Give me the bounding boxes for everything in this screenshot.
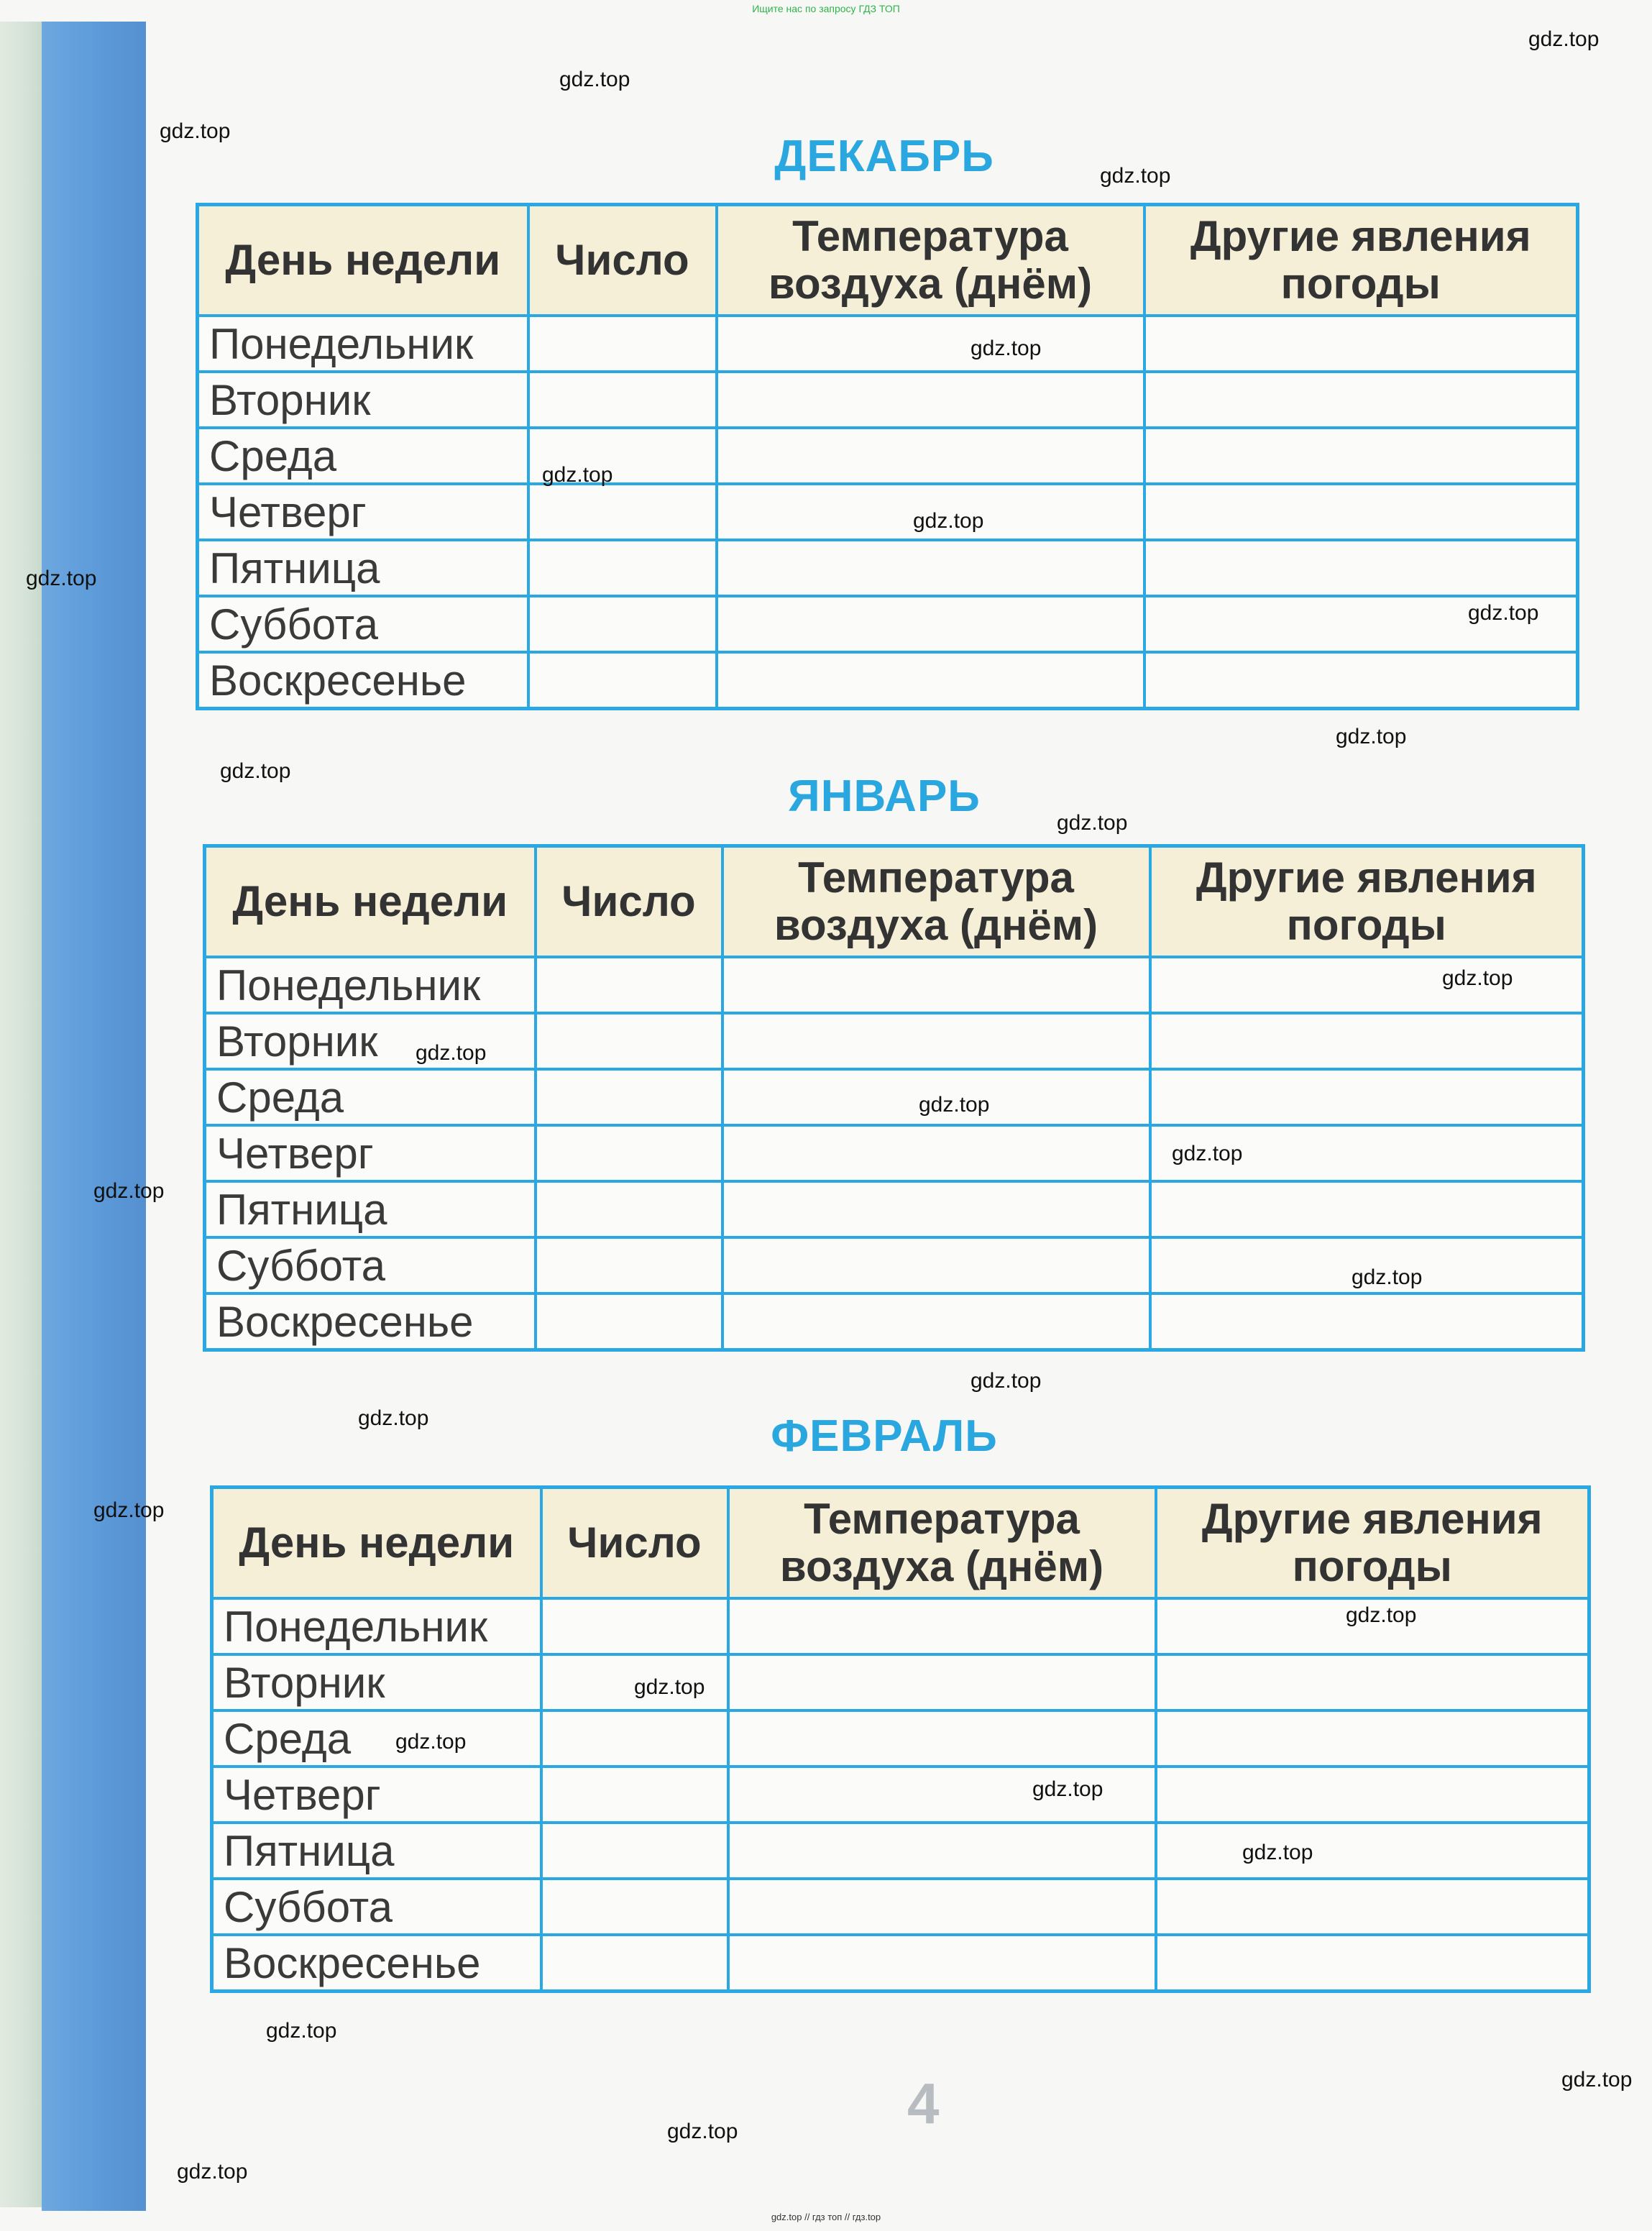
day-label: Суббота [212,1879,541,1935]
day-label: Четверг [212,1767,541,1823]
day-label: Воскресенье [212,1935,541,1992]
day-label: Вторник [205,1013,536,1069]
day-label: Суббота [205,1237,536,1293]
month-title-january: ЯНВАРЬ [788,771,981,821]
watermark: gdz.top [970,1369,1042,1393]
day-label: Среда [212,1710,541,1767]
table-row [198,484,1578,540]
day-label: Понедельник [205,957,536,1013]
header-number: Число [528,205,717,316]
watermark: gdz.top [395,1730,467,1754]
table-row [198,428,1578,484]
watermark: gdz.top [1352,1265,1423,1289]
day-label: Понедельник [198,316,528,372]
table-row [198,540,1578,596]
number-cell[interactable] [536,1069,722,1125]
day-label: Пятница [205,1181,536,1237]
number-cell[interactable] [541,1710,728,1767]
header-day: День недели [212,1488,541,1599]
watermark: gdz.top [177,2160,248,2184]
header-other: Другие явления погоды [1144,205,1578,316]
watermark: gdz.top [160,119,231,143]
other-cell[interactable] [1144,372,1578,428]
watermark: gdz.top [559,68,630,91]
weather-table-december [196,203,1579,710]
number-cell[interactable] [528,596,717,652]
table-row [198,596,1578,652]
watermark: gdz.top [26,567,97,590]
day-label: Четверг [205,1125,536,1181]
watermark: gdz.top [970,336,1042,360]
number-cell[interactable] [541,1935,728,1992]
watermark: gdz.top [913,509,984,533]
number-cell[interactable] [528,540,717,596]
watermark: gdz.top [1032,1777,1103,1801]
temperature-cell[interactable] [722,1125,1150,1181]
top-note: Ищите нас по запросу ГДЗ ТОП [752,3,900,14]
number-cell[interactable] [536,1293,722,1350]
watermark: gdz.top [1172,1142,1243,1165]
other-cell[interactable] [1150,1293,1584,1350]
day-label: Среда [198,428,528,484]
temperature-cell[interactable] [722,1237,1150,1293]
temperature-cell[interactable] [722,1293,1150,1350]
header-day: День недели [198,205,528,316]
table-row [205,1293,1584,1350]
temperature-cell[interactable] [717,316,1144,372]
number-cell[interactable] [528,316,717,372]
month-title-december: ДЕКАБРЬ [774,132,994,181]
day-label: Воскресенье [205,1293,536,1350]
temperature-cell[interactable] [722,957,1150,1013]
watermark: gdz.top [1468,601,1539,625]
watermark: gdz.top [542,463,613,487]
temperature-cell[interactable] [717,596,1144,652]
header-number: Число [541,1488,728,1599]
watermark: gdz.top [93,1498,165,1522]
number-cell[interactable] [528,652,717,709]
other-cell[interactable] [1156,1823,1589,1879]
day-label: Пятница [198,540,528,596]
temperature-cell[interactable] [728,1879,1156,1935]
temperature-cell[interactable] [717,372,1144,428]
other-cell[interactable] [1156,1710,1589,1767]
table-row [198,316,1578,372]
other-cell[interactable] [1144,484,1578,540]
day-label: Воскресенье [198,652,528,709]
other-cell[interactable] [1150,1013,1584,1069]
header-temperature: Температура воздуха (днём) [717,205,1144,316]
other-cell[interactable] [1144,652,1578,709]
table-row [205,1181,1584,1237]
table-row [205,957,1584,1013]
page-number: 4 [907,2071,940,2135]
temperature-cell[interactable] [717,540,1144,596]
watermark: gdz.top [358,1406,429,1430]
watermark: gdz.top [634,1675,705,1699]
day-label: Пятница [212,1823,541,1879]
header-other: Другие явления погоды [1156,1488,1589,1599]
table-row [198,372,1578,428]
temperature-cell[interactable] [728,1654,1156,1710]
table-row [212,1935,1589,1992]
number-cell[interactable] [528,372,717,428]
number-cell[interactable] [536,1237,722,1293]
watermark: gdz.top [416,1041,487,1065]
temperature-cell[interactable] [722,1013,1150,1069]
other-cell[interactable] [1150,1181,1584,1237]
temperature-cell[interactable] [717,652,1144,709]
header-temperature: Температура воздуха (днём) [728,1488,1156,1599]
other-cell[interactable] [1150,1069,1584,1125]
watermark: gdz.top [1561,2068,1633,2092]
table-row [212,1879,1589,1935]
other-cell[interactable] [1156,1879,1589,1935]
temperature-cell[interactable] [722,1181,1150,1237]
bottom-note: gdz.top // гдз топ // гдз.top [771,2212,881,2222]
temperature-cell[interactable] [728,1935,1156,1992]
watermark: gdz.top [220,759,291,783]
watermark: gdz.top [266,2019,337,2043]
day-label: Суббота [198,596,528,652]
number-cell[interactable] [536,1125,722,1181]
day-label: Понедельник [212,1598,541,1654]
table-row [205,1125,1584,1181]
page-edge [0,22,42,2207]
watermark: gdz.top [1528,27,1600,51]
number-cell[interactable] [528,484,717,540]
table-row [212,1823,1589,1879]
other-cell[interactable] [1144,540,1578,596]
temperature-cell[interactable] [728,1823,1156,1879]
day-label: Среда [205,1069,536,1125]
other-cell[interactable] [1144,428,1578,484]
table-header-row [198,205,1578,316]
watermark: gdz.top [1346,1603,1417,1627]
day-label: Вторник [212,1654,541,1710]
table-row [198,652,1578,709]
number-cell[interactable] [541,1767,728,1823]
other-cell[interactable] [1156,1654,1589,1710]
watermark: gdz.top [1100,164,1171,188]
header-day: День недели [205,846,536,958]
table-row [212,1767,1589,1823]
number-cell[interactable] [536,1013,722,1069]
temperature-cell[interactable] [728,1598,1156,1654]
table-header-row [205,846,1584,958]
day-label: Четверг [198,484,528,540]
header-temperature: Температура воздуха (днём) [722,846,1150,958]
blue-side-strip [42,22,146,2211]
number-cell[interactable] [541,1879,728,1935]
header-other: Другие явления погоды [1150,846,1584,958]
table-row [212,1654,1589,1710]
number-cell[interactable] [536,957,722,1013]
header-number: Число [536,846,722,958]
day-label: Вторник [198,372,528,428]
table-header-row [212,1488,1589,1599]
temperature-cell[interactable] [728,1710,1156,1767]
other-cell[interactable] [1156,1767,1589,1823]
other-cell[interactable] [1144,316,1578,372]
table-row [205,1069,1584,1125]
watermark: gdz.top [1242,1841,1313,1864]
month-title-february: ФЕВРАЛЬ [771,1411,998,1461]
watermark: gdz.top [1057,811,1128,835]
watermark: gdz.top [93,1179,165,1203]
table-row [205,1013,1584,1069]
other-cell[interactable] [1156,1935,1589,1992]
number-cell[interactable] [536,1181,722,1237]
watermark: gdz.top [1442,966,1513,990]
number-cell[interactable] [541,1598,728,1654]
temperature-cell[interactable] [717,428,1144,484]
watermark: gdz.top [919,1093,990,1117]
number-cell[interactable] [541,1823,728,1879]
watermark: gdz.top [1336,725,1407,748]
watermark: gdz.top [667,2120,738,2143]
other-cell[interactable] [1150,957,1584,1013]
